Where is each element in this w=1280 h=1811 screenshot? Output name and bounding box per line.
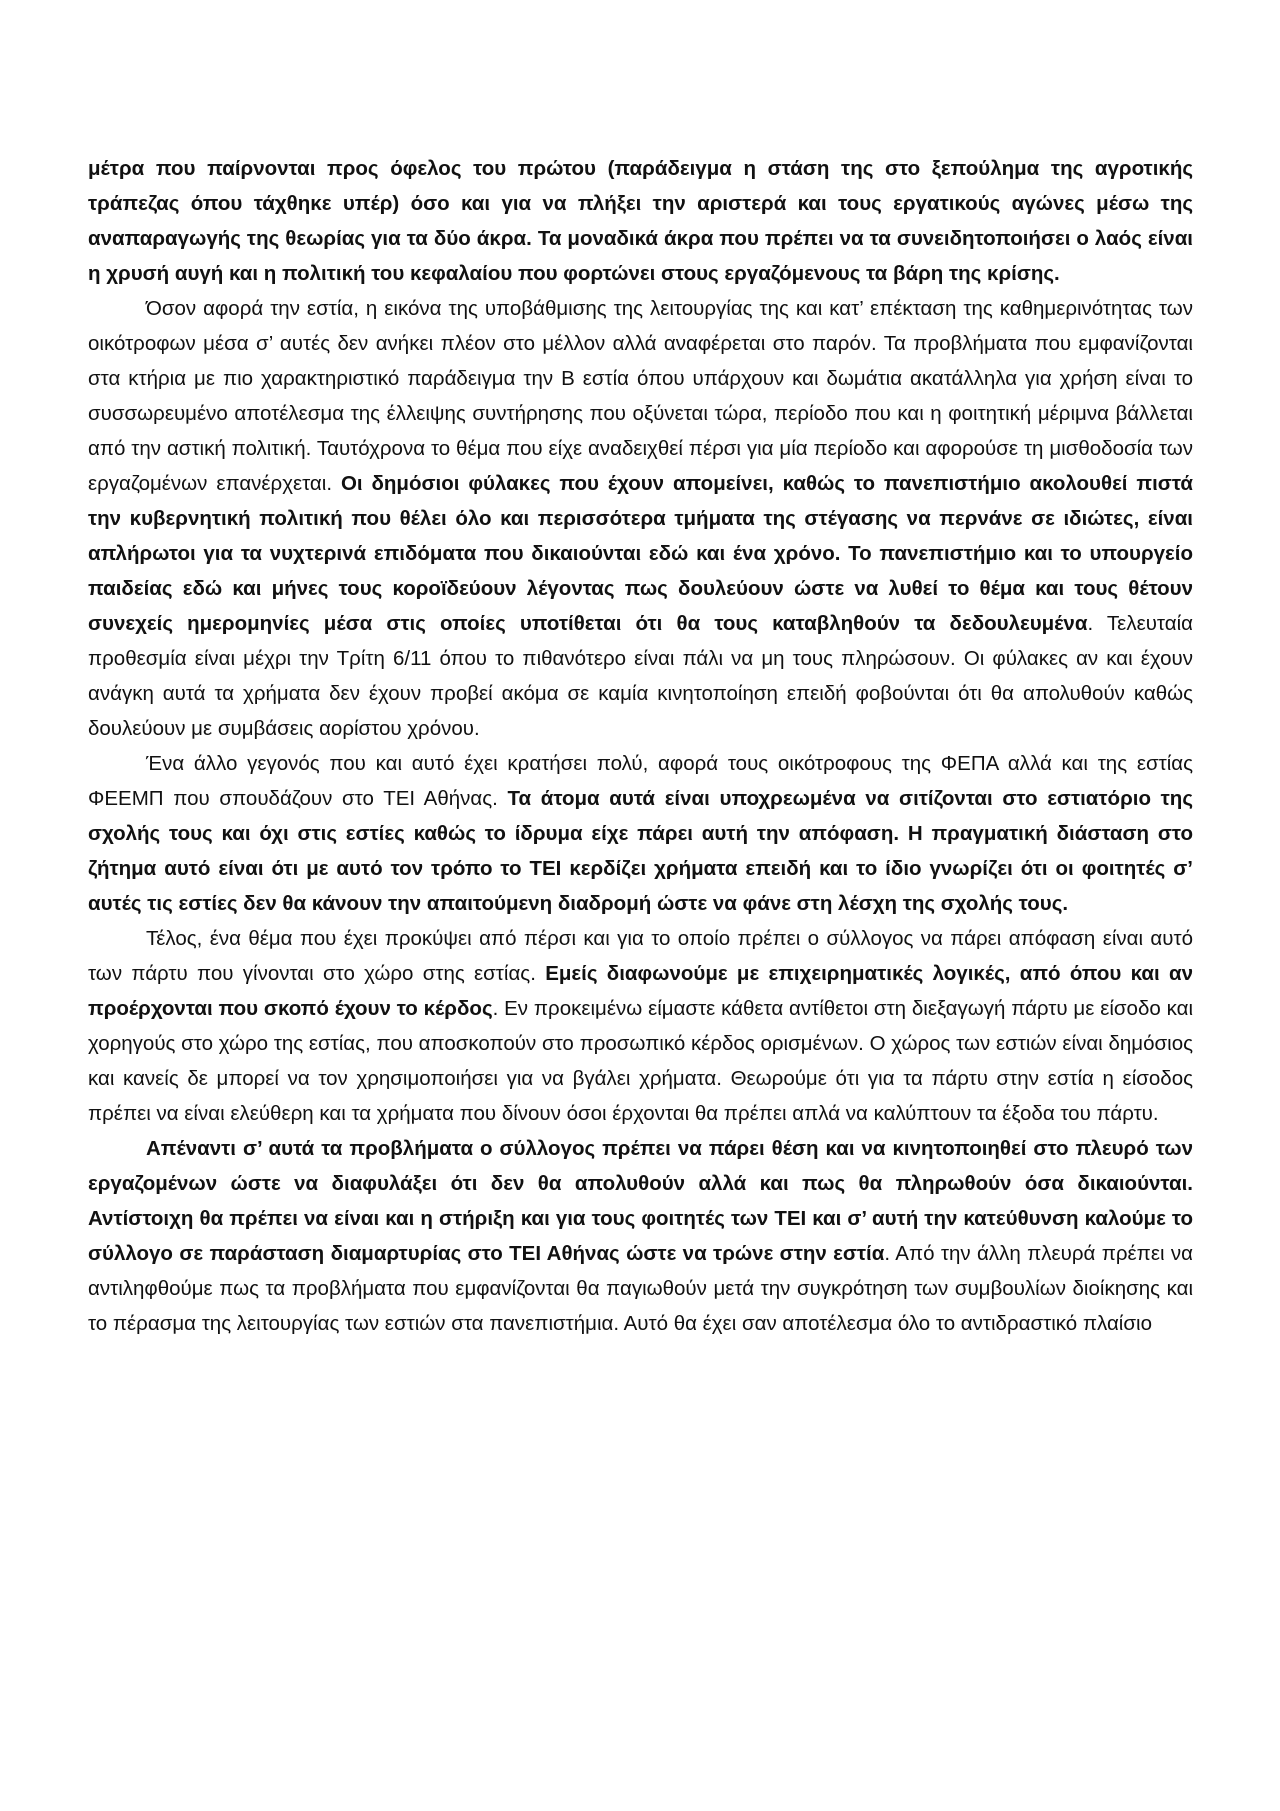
body-text: . Τελευταία προθεσμία είναι μέχρι την Τρίτη 6/11 όπου το πιθανότερο είναι πάλι να μη τους πληρώσουν. Οι φύλακες αν και έχουν ανάγκη αυτά τα χρήματα δεν έχουν προβεί ακόμα σε καμία κινητοποίηση επειδή φοβούνται ότι θα απολυθούν καθώς δουλεύουν με συμβάσεις αορίστου χρόνου. bbox=[88, 612, 1193, 740]
bold-text: Οι δημόσιοι φύλακες που έχουν απομείνει, καθώς το πανεπιστήμιο ακολουθεί πιστά την κυβερνητική πολιτική που θέλει όλο και περισσότερα τμήματα της στέγασης να περνάνε σε ιδιώτες, είναι απλήρωτοι για τα νυχτερινά επιδόματα που δικαιούνται εδώ και ένα χρόνο. Το πανεπιστήμιο και το υπουργείο παιδείας εδώ και μήνες τους κοροϊδεύουν λέγοντας πως δουλεύουν ώστε να λυθεί το θέμα και τους θέτουν συνεχείς ημερομηνίες μέσα στις οποίες υποτίθεται ότι θα τους καταβληθούν τα δεδουλευμένα bbox=[88, 472, 1193, 635]
bold-text: μέτρα που παίρνονται προς όφελος του πρώτου (παράδειγμα η στάση της στο ξεπούλημα της αγροτικής τράπεζας όπου τάχθηκε υπέρ) όσο και για να πλήξει την αριστερά και τους εργατικούς αγώνες μέσω της αναπαραγωγής της θεωρίας για τα δύο άκρα. Τα μοναδικά άκρα που πρέπει να τα συνειδητοποιήσει ο λαός είναι η χρυσή αυγή και η πολιτική του κεφαλαίου που φορτώνει στους εργαζόμενους τα βάρη της κρίσης. bbox=[88, 157, 1193, 285]
body-text: . Από την άλλη πλευρά πρέπει να αντιληφθούμε πως τα προβλήματα που εμφανίζονται θα παγιωθούν μετά την συγκρότηση των συμβουλίων διοίκησης και το πέρασμα της λειτουργίας των εστιών στα πανεπιστήμια. Αυτό θα έχει σαν αποτέλεσμα όλο το αντιδραστικό πλαίσιο bbox=[88, 1242, 1193, 1335]
paragraph-3 bbox=[88, 746, 1193, 921]
document-page bbox=[88, 151, 1193, 1341]
bold-text: Τα άτομα αυτά είναι υποχρεωμένα να σιτίζονται στο εστιατόριο της σχολής τους και όχι στις εστίες καθώς το ίδρυμα είχε πάρει αυτή την απόφαση. Η πραγματική διάσταση στο ζήτημα αυτό είναι ότι με αυτό τον τρόπο το ΤΕΙ κερδίζει χρήματα επειδή και το ίδιο γνωρίζει ότι οι φοιτητές σ’ αυτές τις εστίες δεν θα κάνουν την απαιτούμενη διαδρομή ώστε να φάνε στη λέσχη της σχολής τους. bbox=[88, 787, 1193, 915]
paragraph-4 bbox=[88, 921, 1193, 1131]
body-text: Όσον αφορά την εστία, η εικόνα της υποβάθμισης της λειτουργίας της και κατ’ επέκταση της καθημερινότητας των οικότροφων μέσα σ’ αυτές δεν ανήκει πλέον στο μέλλον αλλά αναφέρεται στο παρόν. Τα προβλήματα που εμφανίζονται στα κτήρια με πιο χαρακτηριστικό παράδειγμα την Β εστία όπου υπάρχουν και δωμάτια ακατάλληλα για χρήση είναι το συσσωρευμένο αποτέλεσμα της έλλειψης συντήρησης που οξύνεται τώρα, περίοδο που και η φοιτητική μέριμνα βάλλεται από την αστική πολιτική. Ταυτόχρονα το θέμα που είχε αναδειχθεί πέρσι για μία περίοδο και αφορούσε τη μισθοδοσία των εργαζομένων επανέρχεται. bbox=[88, 297, 1193, 495]
paragraph-1 bbox=[88, 151, 1193, 291]
body-text: Ένα άλλο γεγονός που και αυτό έχει κρατήσει πολύ, αφορά τους οικότροφους της ΦΕΠΑ αλλά και της εστίας ΦΕΕΜΠ που σπουδάζουν στο ΤΕΙ Αθήνας. bbox=[88, 752, 1193, 810]
paragraph-2 bbox=[88, 291, 1193, 746]
body-text: Τέλος, ένα θέμα που έχει προκύψει από πέρσι και για το οποίο πρέπει ο σύλλογος να πάρει απόφαση είναι αυτό των πάρτυ που γίνονται στο χώρο στης εστίας. bbox=[88, 927, 1193, 985]
bold-text: Απέναντι σ’ αυτά τα προβλήματα ο σύλλογος πρέπει να πάρει θέση και να κινητοποιηθεί στο πλευρό των εργαζομένων ώστε να διαφυλάξει ότι δεν θα απολυθούν αλλά και πως θα πληρωθούν όσα δικαιούνται. Αντίστοιχη θα πρέπει να είναι και η στήριξη και για τους φοιτητές των ΤΕΙ και σ’ αυτή την κατεύθυνση καλούμε το σύλλογο σε παράσταση διαμαρτυρίας στο ΤΕΙ Αθήνας ώστε να τρώνε στην εστία bbox=[88, 1137, 1193, 1265]
bold-text: Εμείς διαφωνούμε με επιχειρηματικές λογικές, από όπου και αν προέρχονται που σκοπό έχουν το κέρδος bbox=[88, 962, 1193, 1020]
body-text: . Εν προκειμένω είμαστε κάθετα αντίθετοι στη διεξαγωγή πάρτυ με είσοδο και χορηγούς στο χώρο της εστίας, που αποσκοπούν στο προσωπικό κέρδος ορισμένων. Ο χώρος των εστιών είναι δημόσιος και κανείς δε μπορεί να τον χρησιμοποιήσει για να βγάλει χρήματα. Θεωρούμε ότι για τα πάρτυ στην εστία η είσοδος πρέπει να είναι ελεύθερη και τα χρήματα που δίνουν όσοι έρχονται θα πρέπει απλά να καλύπτουν τα έξοδα του πάρτυ. bbox=[88, 997, 1194, 1125]
paragraph-5 bbox=[88, 1131, 1193, 1341]
